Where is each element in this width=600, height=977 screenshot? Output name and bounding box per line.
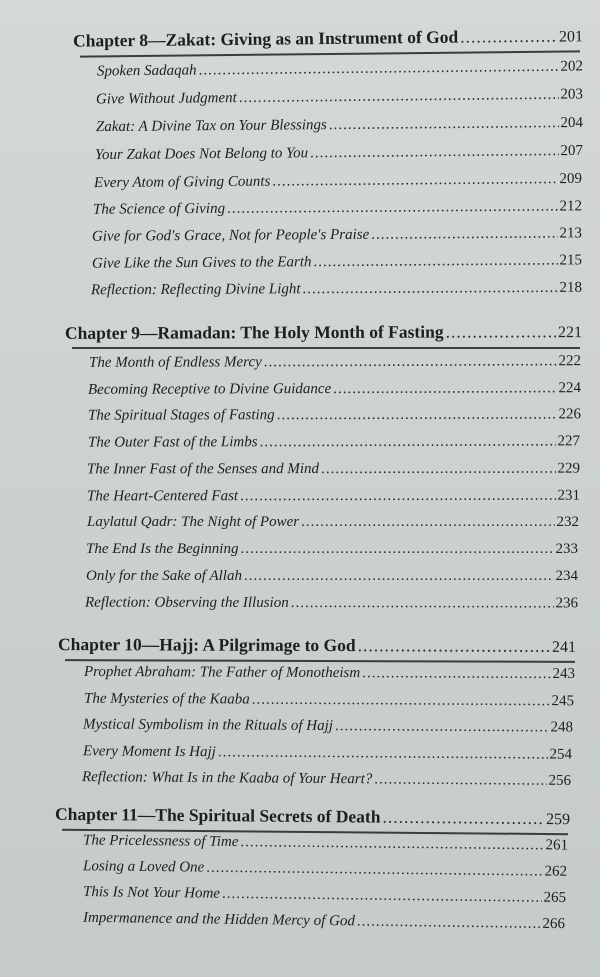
- chapter-title: Chapter 11—The Spiritual Secrets of Death: [54, 803, 381, 827]
- page-number: 231: [557, 487, 581, 504]
- toc-entry[interactable]: [87, 514, 579, 531]
- chapter-title: Chapter 10—Hajj: A Pilgrimage to God: [57, 634, 356, 656]
- dot-leader: [460, 26, 557, 48]
- toc-entry[interactable]: [95, 143, 583, 164]
- dot-leader: [272, 171, 557, 190]
- entry-title: Losing a Loved One: [82, 858, 205, 876]
- page-number: 256: [548, 772, 572, 789]
- page-number: 248: [550, 719, 574, 736]
- entry-title: Give for God's Grace, Not for People's Praise: [91, 226, 370, 245]
- entry-title: Impermanence and the Hidden Mercy of God: [82, 909, 355, 930]
- page-number: 221: [557, 324, 583, 342]
- page-number: 201: [558, 28, 584, 46]
- dot-leader: [382, 807, 544, 829]
- dot-leader: [227, 198, 558, 217]
- toc-entry[interactable]: [93, 198, 582, 218]
- entry-title: The Month of Endless Mercy: [88, 354, 262, 371]
- page-number: 209: [559, 170, 583, 188]
- toc-entry[interactable]: [87, 461, 580, 479]
- entry-title: This Is Not Your Home: [82, 884, 221, 902]
- toc-entry[interactable]: [83, 717, 573, 737]
- toc-entry[interactable]: [87, 488, 580, 506]
- dot-leader: [321, 461, 555, 478]
- page-number: 265: [543, 889, 567, 906]
- page-number: 233: [555, 541, 578, 557]
- dot-leader: [252, 692, 550, 711]
- entry-title: Reflection: What Is in the Kaaba of Your Heart?: [81, 769, 373, 788]
- page-number: 227: [557, 433, 581, 450]
- toc-entry[interactable]: [84, 691, 574, 711]
- dot-leader: [357, 913, 541, 932]
- entry-title: The Heart-Centered Fast: [86, 488, 239, 505]
- chapter-heading[interactable]: [65, 321, 582, 344]
- toc-entry[interactable]: [83, 743, 572, 763]
- dot-leader: [222, 886, 542, 907]
- entry-title: Laylatul Qadr: The Night of Power: [87, 514, 300, 530]
- entry-title: Spoken Sadaqah: [96, 62, 197, 80]
- toc-entry[interactable]: [83, 858, 567, 880]
- dot-leader: [335, 718, 549, 736]
- page-number: 226: [558, 406, 582, 423]
- dot-leader: [333, 380, 556, 398]
- page-number: 254: [549, 746, 573, 763]
- entry-title: The Pricelessness of Time: [82, 832, 239, 851]
- dot-leader: [313, 252, 557, 271]
- dot-leader: [264, 353, 557, 371]
- entry-title: Zakat: A Divine Tax on Your Blessings: [95, 117, 327, 136]
- dot-leader: [291, 595, 554, 612]
- chapter-title: Chapter 9—Ramadan: The Holy Month of Fasting: [64, 321, 444, 343]
- toc-entry[interactable]: [88, 433, 580, 451]
- toc-entry[interactable]: [83, 910, 565, 933]
- page-number: 262: [544, 863, 568, 880]
- chapter-rule: [72, 347, 580, 349]
- entry-title: The Outer Fast of the Limbs: [87, 434, 258, 451]
- page-number: 259: [545, 811, 571, 829]
- entry-title: The Science of Giving: [92, 200, 226, 218]
- entry-title: Reflection: Observing the Illusion: [84, 594, 289, 611]
- page-number: 234: [555, 568, 578, 584]
- page-number: 203: [560, 86, 584, 103]
- entry-title: Becoming Receptive to Divine Guidance: [87, 381, 332, 398]
- entry-title: Every Atom of Giving Counts: [93, 173, 271, 192]
- page-number: 266: [542, 915, 566, 933]
- page-number: 213: [559, 225, 583, 242]
- dot-leader: [239, 87, 559, 107]
- entry-title: Reflection: Reflecting Divine Light: [90, 281, 301, 299]
- chapter-rule: [65, 659, 575, 663]
- toc-entry[interactable]: [85, 595, 578, 613]
- dot-leader: [240, 541, 553, 558]
- entry-title: Prophet Abraham: The Father of Monotheism: [83, 663, 361, 682]
- toc-entry[interactable]: [83, 884, 566, 907]
- entry-title: Mystical Symbolism in the Rituals of Hajj: [82, 716, 334, 735]
- page-number: 207: [560, 142, 584, 160]
- entry-title: Give Like the Sun Gives to the Earth: [91, 254, 312, 272]
- dot-leader: [302, 280, 557, 298]
- dot-leader: [240, 834, 543, 854]
- dot-leader: [329, 115, 559, 134]
- chapter-heading[interactable]: [55, 804, 570, 829]
- page-number: 222: [558, 353, 582, 370]
- toc-entry[interactable]: [92, 252, 582, 272]
- page-number: 236: [555, 595, 579, 612]
- toc-entry[interactable]: [82, 769, 571, 790]
- toc-entry[interactable]: [83, 832, 568, 854]
- dot-leader: [446, 321, 557, 342]
- toc-entry[interactable]: [92, 225, 582, 245]
- page-number: 204: [560, 114, 584, 132]
- page-number: 232: [556, 514, 579, 530]
- page-number: 243: [552, 665, 576, 683]
- dot-leader: [260, 433, 556, 451]
- page-number: 229: [557, 460, 581, 477]
- chapter-title: Chapter 8—Zakat: Giving as an Instrument of God: [72, 26, 459, 51]
- toc-entry[interactable]: [89, 353, 581, 372]
- toc-entry[interactable]: [91, 280, 582, 300]
- page-number: 245: [551, 693, 575, 710]
- toc-entry[interactable]: [86, 541, 578, 558]
- dot-leader: [371, 225, 557, 243]
- page-number: 224: [558, 380, 582, 397]
- chapter-heading[interactable]: [73, 25, 583, 51]
- page-number: 202: [560, 58, 584, 75]
- toc-entry[interactable]: [88, 406, 581, 424]
- toc-entry[interactable]: [94, 171, 582, 192]
- page-number: 261: [545, 837, 569, 854]
- entry-title: Every Moment Is Hajj: [82, 743, 216, 761]
- dot-leader: [218, 744, 548, 763]
- entry-title: Only for the Sake of Allah: [86, 568, 242, 584]
- chapter-heading[interactable]: [58, 634, 576, 657]
- page-number: 212: [559, 198, 583, 215]
- dot-leader: [277, 406, 557, 424]
- page-number: 215: [559, 252, 583, 269]
- dot-leader: [244, 568, 554, 585]
- dot-leader: [301, 514, 554, 531]
- entry-title: Your Zakat Does Not Belong to You: [94, 145, 309, 164]
- toc-entry[interactable]: [86, 568, 578, 585]
- toc-entry[interactable]: [84, 664, 575, 683]
- toc-entry[interactable]: [96, 86, 583, 108]
- dot-leader: [358, 635, 550, 657]
- dot-leader: [206, 860, 542, 881]
- page-number: 241: [551, 638, 577, 656]
- toc-entry[interactable]: [97, 58, 583, 80]
- dot-leader: [374, 771, 546, 789]
- chapter-rule: [80, 50, 580, 57]
- entry-title: Give Without Judgment: [95, 90, 237, 108]
- dot-leader: [198, 59, 558, 80]
- entry-title: The End Is the Beginning: [86, 541, 239, 557]
- entry-title: The Spiritual Stages of Fasting: [87, 407, 275, 424]
- dot-leader: [240, 488, 555, 506]
- toc-entry[interactable]: [96, 115, 583, 136]
- dot-leader: [310, 143, 559, 162]
- dot-leader: [362, 665, 550, 683]
- toc-entry[interactable]: [88, 380, 581, 399]
- entry-title: The Mysteries of the Kaaba: [83, 690, 250, 708]
- entry-title: The Inner Fast of the Senses and Mind: [86, 461, 320, 478]
- page-number: 218: [559, 279, 583, 296]
